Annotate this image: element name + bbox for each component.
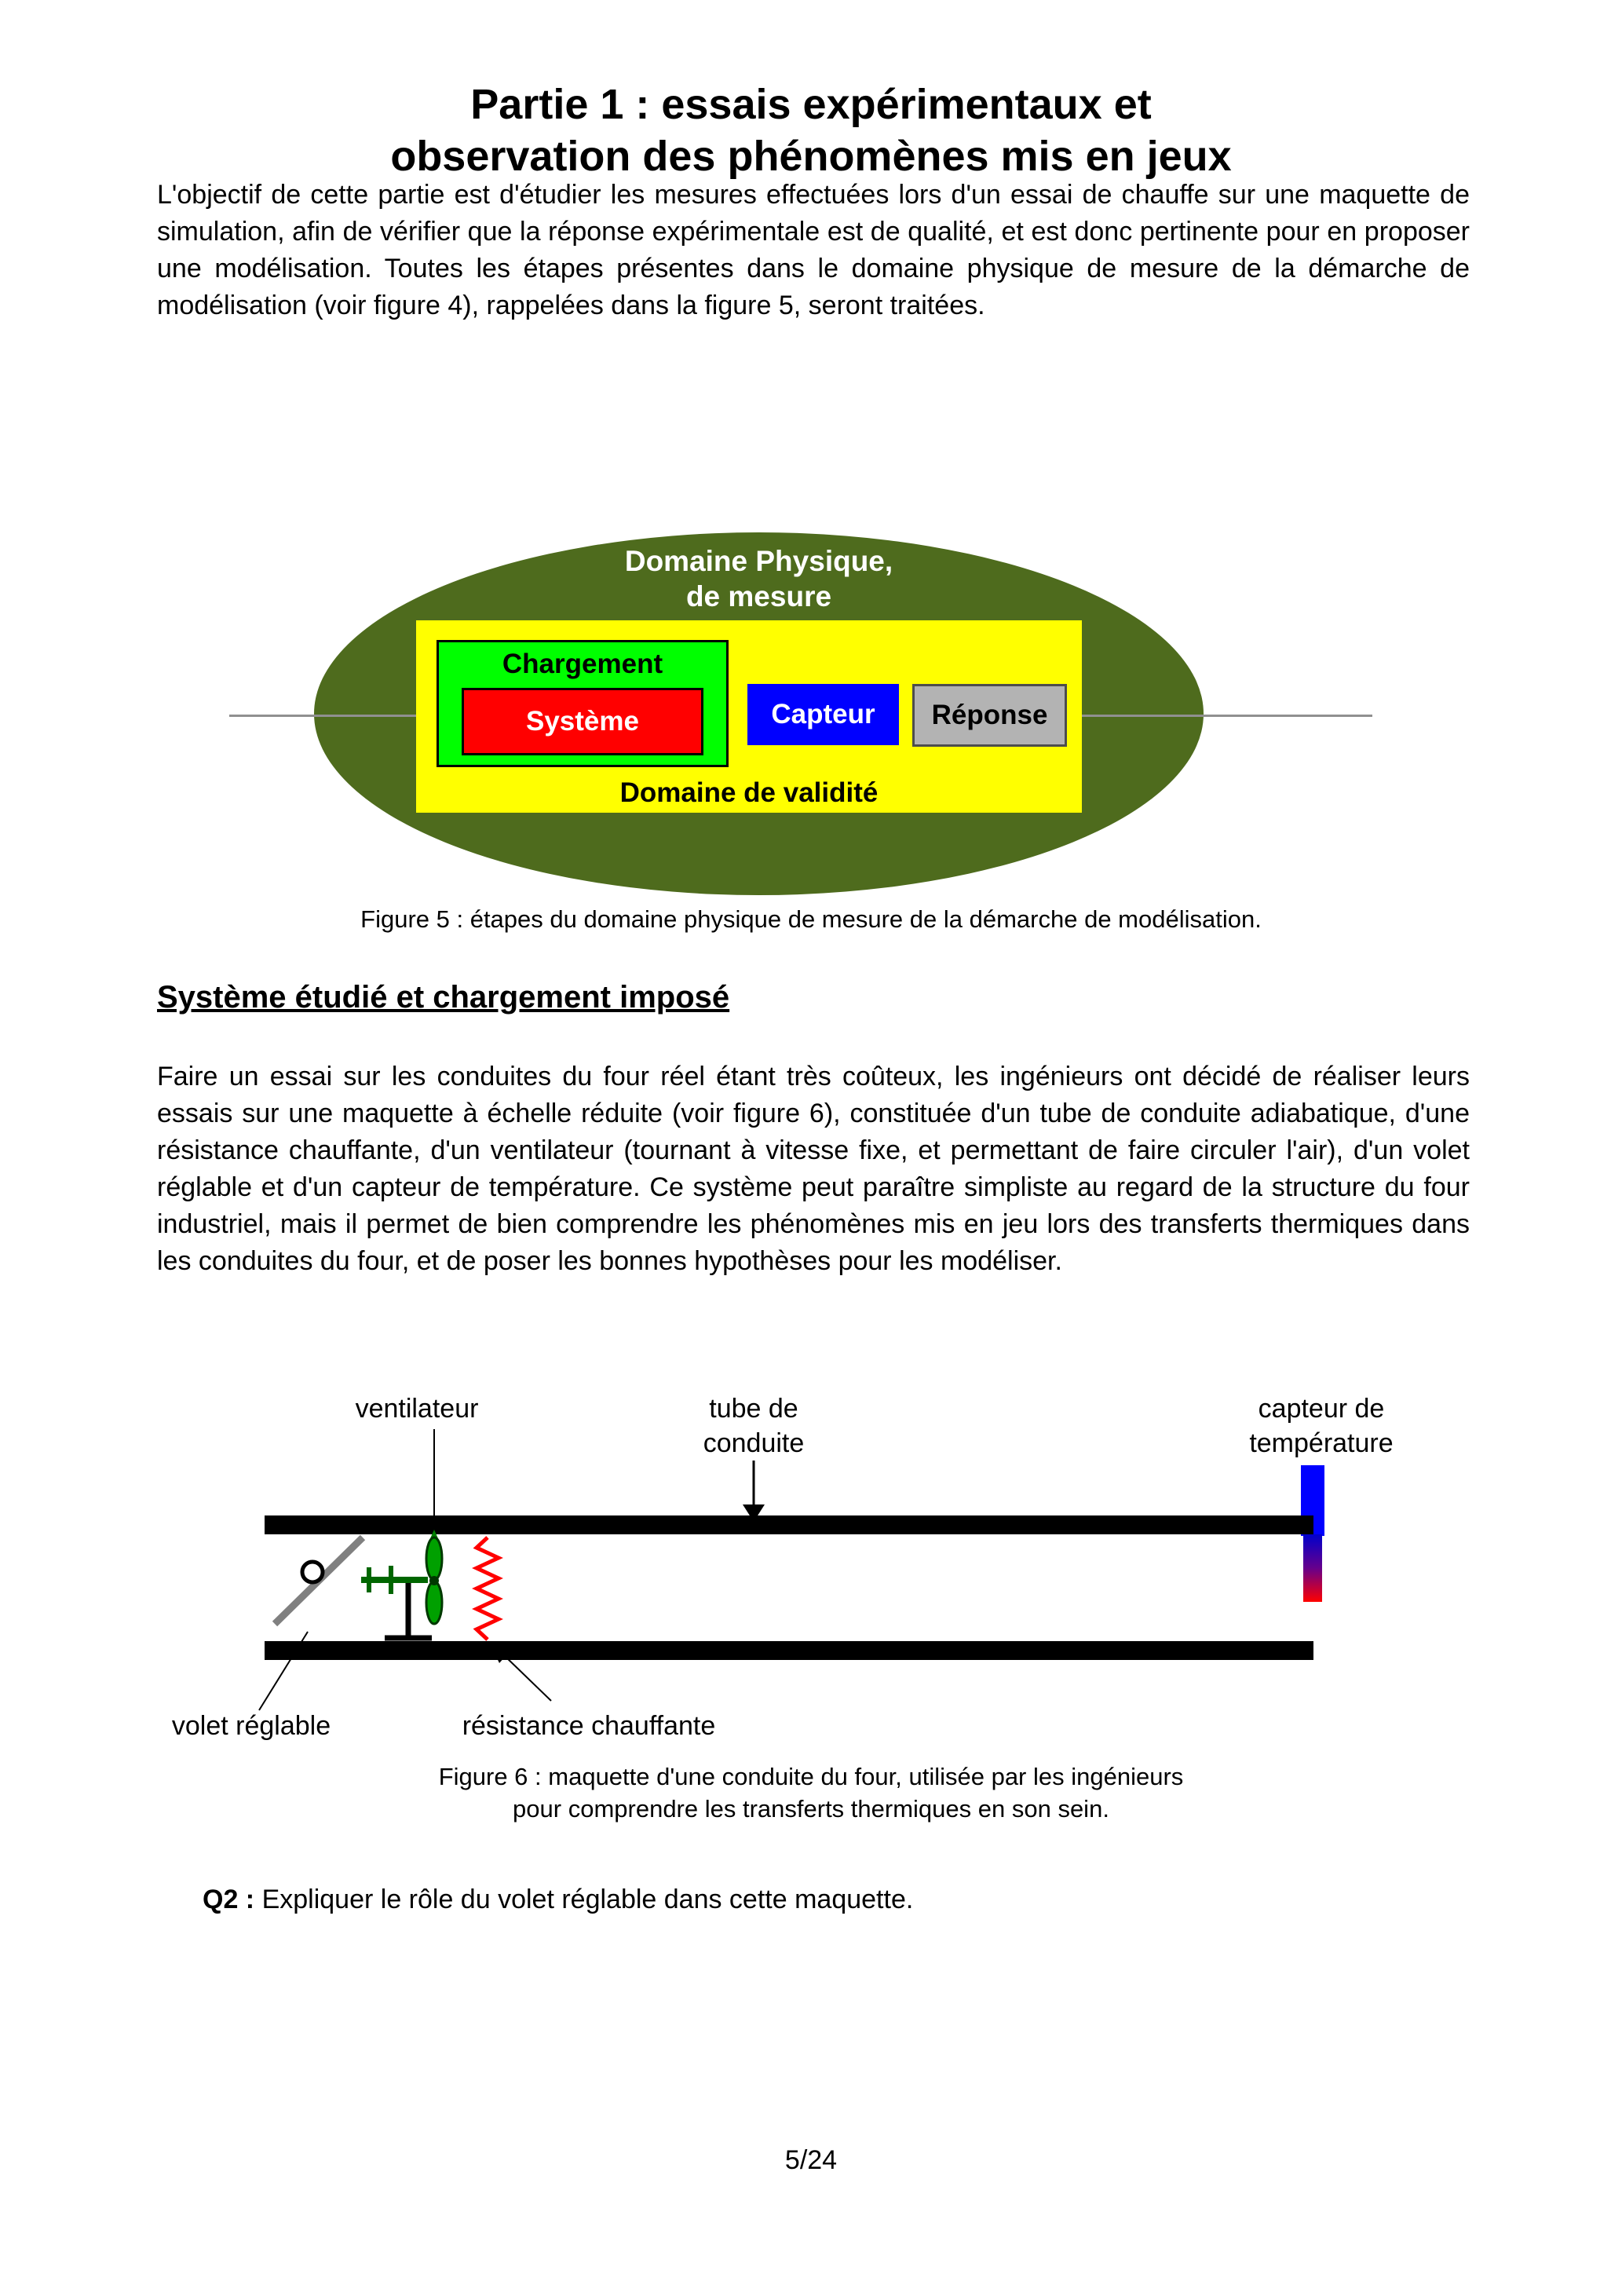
intro-paragraph: L'objectif de cette partie est d'étudier les mesures effectuées lors d'un essai de chauffe sur une maquette de simulation, afin de vérifier que la réponse expérimentale est de qualité, et est donc pertinente pour en proposer une modélisation. Toutes les étapes présentes dans le domaine physique de mesure de la démarche de modélisation (voir figure 4), rappelées dans la figure 5, seront traitées. <box>157 180 1470 320</box>
figure6-label-tube-line1: tube de <box>709 1394 798 1424</box>
figure6-label-ventilateur: ventilateur <box>355 1394 479 1424</box>
fan-blade-bottom-icon <box>426 1581 442 1624</box>
figure6-label-tube <box>636 1391 871 1461</box>
figure5-reponse-box <box>912 684 1067 747</box>
section-paragraph: Faire un essai sur les conduites du four réel étant très coûteux, les ingénieurs ont décidé de réaliser leurs essais sur une maquette à échelle réduite (voir figure 6), constituée d'un tube de conduite adiabatique, d'une résistance chauffante, d'un ventilateur (tournant à vitesse fixe, et permettant de faire circuler l'air), d'un volet réglable et d'un capteur de température. Ce système peut paraître simpliste au regard de la structure du four industriel, mais il permet de bien comprendre les phénomènes mis en jeu lors des transferts thermiques dans les conduites du four, et de poser les bonnes hypothèses pour les modéliser. <box>157 1062 1470 1276</box>
resistor-pointer-line <box>504 1655 551 1701</box>
figure6-label-resistance: résistance chauffante <box>462 1711 716 1741</box>
duct-top-wall <box>265 1515 1313 1534</box>
page-number: 5/24 <box>784 2145 838 2175</box>
figure6-label-capteur-line1: capteur de <box>1258 1394 1385 1424</box>
page-title-line1: Partie 1 : essais expérimentaux et <box>470 81 1152 128</box>
figure6-caption <box>0 1760 1622 1825</box>
figure5-capteur-box <box>747 684 899 745</box>
page-title-line2: observation des phénomènes mis en jeux <box>390 133 1232 180</box>
figure5-ellipse-title-line2: de mesure <box>685 580 832 612</box>
figure5-reponse-label: Réponse <box>931 700 1048 730</box>
figure6-caption-line1: Figure 6 : maquette d'une conduite du four, utilisée par les ingénieurs <box>438 1763 1184 1790</box>
damper-hinge-icon <box>302 1562 323 1582</box>
temperature-sensor-probe-icon <box>1303 1534 1322 1602</box>
section-heading: Système étudié et chargement imposé <box>157 980 730 1015</box>
figure5-caption: Figure 5 : étapes du domaine physique de mesure de la démarche de modélisation. <box>360 905 1262 933</box>
duct-bottom-wall <box>265 1641 1313 1660</box>
figure6-label-volet: volet réglable <box>171 1711 331 1741</box>
figure6-label-capteur <box>1204 1391 1439 1461</box>
figure6-label-capteur-line2: température <box>1249 1428 1394 1458</box>
figure5-validite-label: Domaine de validité <box>619 777 879 808</box>
figure6-caption-line2: pour comprendre les transferts thermiques en son sein. <box>513 1795 1109 1823</box>
figure5-systeme-label: Système <box>526 706 639 737</box>
figure5-capteur-label: Capteur <box>771 699 875 729</box>
figure6-label-tube-line2: conduite <box>703 1428 805 1458</box>
question-q2 <box>203 1885 1459 1915</box>
figure5-ellipse-title-line1: Domaine Physique, <box>624 545 893 577</box>
figure5-ellipse-title <box>314 543 1204 614</box>
figure5-chargement-label: Chargement <box>502 649 663 679</box>
figure5-systeme-box <box>462 688 703 755</box>
heating-resistor-icon <box>477 1537 499 1640</box>
question-q2-text: Expliquer le rôle du volet réglable dans cette maquette. <box>254 1885 914 1914</box>
question-q2-label: Q2 : <box>203 1885 255 1914</box>
fan-blade-top-icon <box>426 1537 442 1580</box>
fan-hub-icon <box>429 1576 439 1585</box>
page-title <box>0 79 1622 182</box>
